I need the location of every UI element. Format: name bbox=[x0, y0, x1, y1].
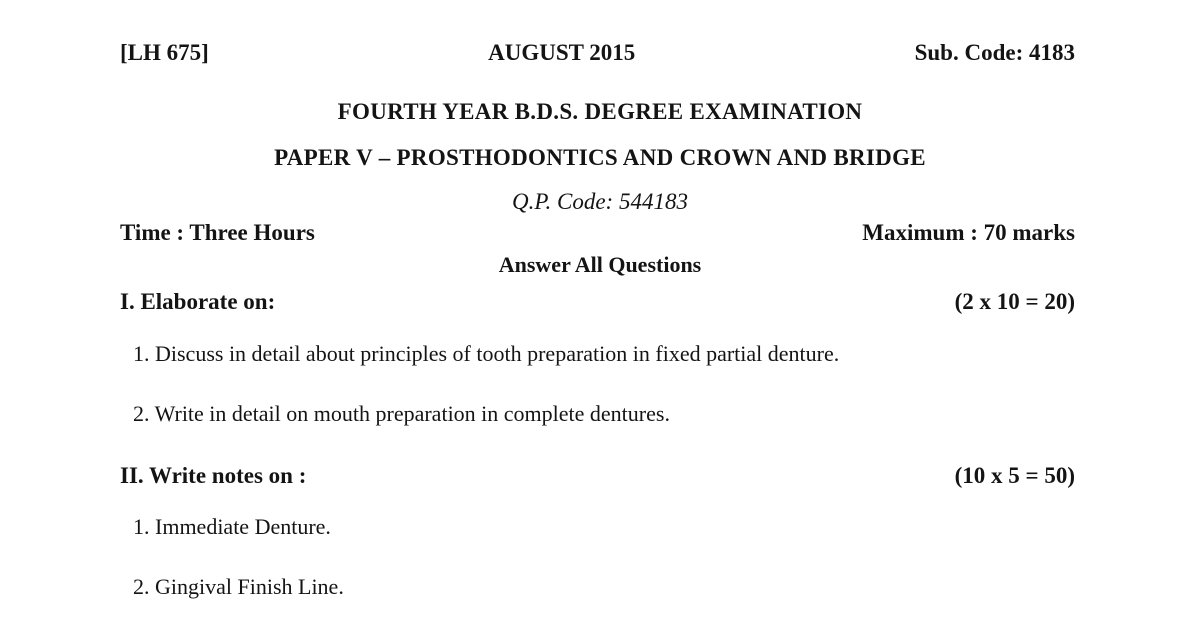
section-heading: I. Elaborate on: bbox=[120, 289, 276, 314]
section-heading: II. Write notes on : bbox=[120, 463, 307, 488]
exam-title: FOURTH YEAR B.D.S. DEGREE EXAMINATION bbox=[337, 99, 863, 124]
qp-code: Q.P. Code: 544183 bbox=[512, 189, 688, 214]
time-allowed: Time : Three Hours bbox=[120, 220, 315, 245]
section-heading-row bbox=[120, 289, 1075, 315]
question-item: 1. Discuss in detail about principles of tooth preparation in fixed partial denture. bbox=[133, 341, 840, 366]
meta-row bbox=[120, 220, 1075, 246]
question-item: 2. Write in detail on mouth preparation in complete dentures. bbox=[133, 401, 670, 426]
header-row bbox=[120, 40, 1075, 66]
subject-code: Sub. Code: 4183 bbox=[914, 40, 1075, 65]
paper-code: [LH 675] bbox=[120, 40, 209, 65]
question-item: 2. Gingival Finish Line. bbox=[133, 574, 344, 599]
maximum-marks: Maximum : 70 marks bbox=[862, 220, 1075, 245]
exam-date: AUGUST 2015 bbox=[488, 40, 636, 65]
instruction: Answer All Questions bbox=[498, 252, 702, 277]
section-marks: (10 x 5 = 50) bbox=[954, 463, 1075, 488]
section-heading-row bbox=[120, 463, 1075, 489]
paper-title: PAPER V – PROSTHODONTICS AND CROWN AND BRIDGE bbox=[274, 145, 926, 170]
question-item: 1. Immediate Denture. bbox=[133, 514, 331, 539]
section-marks: (2 x 10 = 20) bbox=[954, 289, 1075, 314]
